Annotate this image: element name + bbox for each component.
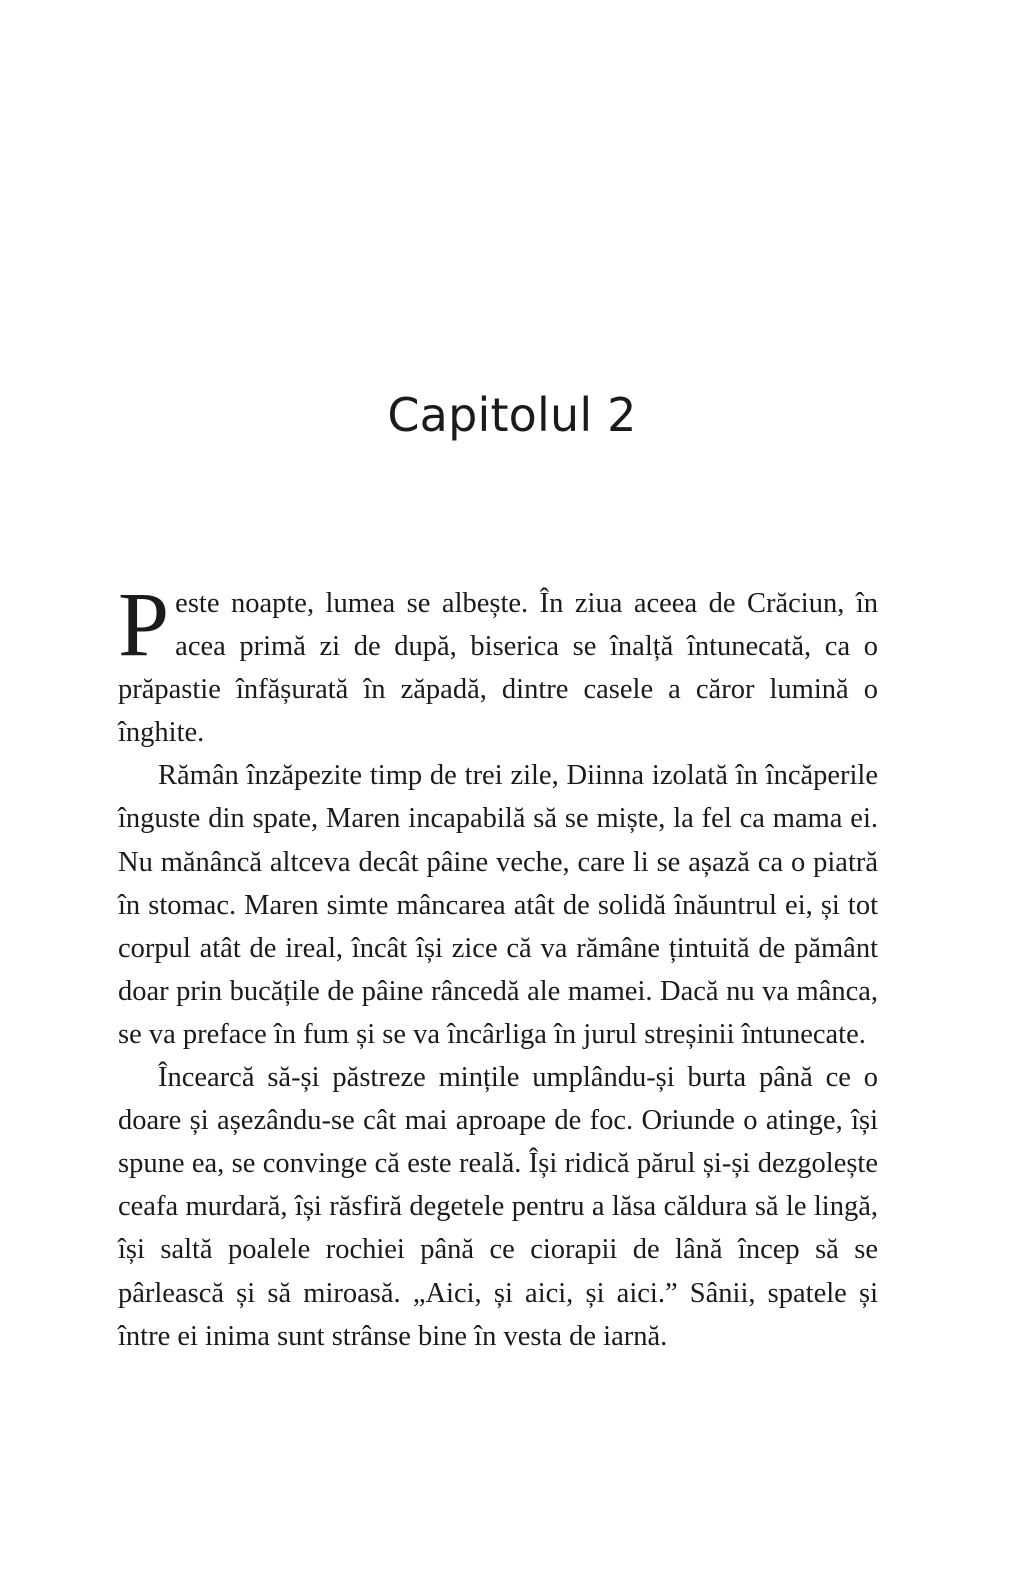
- chapter-title: Capitolul 2: [387, 388, 637, 442]
- paragraph-1: [118, 573, 878, 754]
- chapter-body: [118, 573, 878, 1358]
- paragraph-2: Rămân înzăpezite timp de trei zile, Diinna izolată în încăperile înguste din spate, Maren incapabilă să se miște, la fel ca mama ei. Nu mănâncă altceva decât pâine veche, care li se așază ca o piatră în stomac. Maren simte mâncarea atât de solidă înăuntrul ei, și tot corpul atât de ireal, încât își zice că va rămâne țintuită de pământ doar prin bucățile de pâine râncedă ale mamei. Dacă nu va mânca, se va preface în fum și se va încârliga în jurul streșinii întunecate.: [118, 760, 878, 1050]
- paragraph-3: Încearcă să-și păstreze mințile umplându-și burta până ce o doare și așezându-se cât mai aproape de foc. Oriunde o atinge, își spune ea, se convinge că este reală. Își ridică părul și-și dezgolește ceafa murdară, își răsfiră degetele pentru a lăsa căldura să le lingă, își saltă poalele rochiei până ce ciorapii de lână încep să se pârlească și să miroasă. „Aici, și aici, și aici.” Sânii, spatele și între ei inima sunt strânse bine în vesta de iarnă.: [118, 1062, 878, 1352]
- paragraph-1-text: este noapte, lumea se albește. În ziua aceea de Crăciun, în acea primă zi de după, biserica se înalță întunecată, ca o prăpastie înfășurată în zăpadă, dintre casele a căror lumină o înghite.: [118, 588, 878, 749]
- drop-cap: P: [118, 573, 170, 675]
